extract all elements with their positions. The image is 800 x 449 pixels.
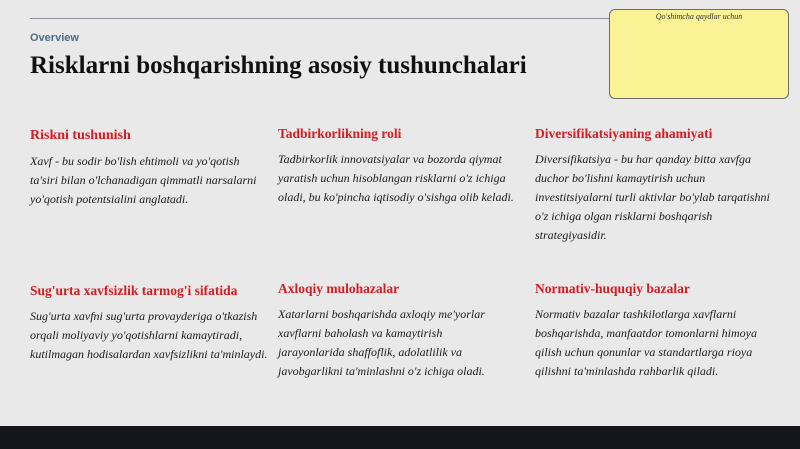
section-risk-understanding <box>30 128 260 209</box>
section-body: Normativ bazalar tashkilotlarga xavflarni boshqarishda, manfaatdor tomonlarni himoya qilish uchun qonunlar va standartlarga rioya qilishni ta'minlashda rahbarlik qiladi. <box>535 307 758 378</box>
section-entrepreneurship-role <box>278 126 518 207</box>
sticky-note[interactable] <box>609 9 789 99</box>
section-regulatory <box>535 281 770 381</box>
section-body: Xavf - bu sodir bo'lish ehtimoli va yo'qotish ta'siri bilan o'lchanadigan qimmatli narsalarni yo'qotish potentsialini anglatadi. <box>30 154 257 206</box>
bottom-bar <box>0 426 800 449</box>
section-title: Tadbirkorlikning roli <box>278 126 402 141</box>
section-body: Sug'urta xavfni sug'urta provayderiga o'tkazish orqali moliyaviy yo'qotishlarni kamaytiradi, kutilmagan hodisalardan xavfsizlikni ta'minlaydi. <box>30 309 268 361</box>
section-insurance <box>30 283 275 364</box>
section-ethics <box>278 281 508 381</box>
section-label: Overview <box>30 32 79 44</box>
section-diversification <box>535 126 770 245</box>
section-body: Tadbirkorlik innovatsiyalar va bozorda qiymat yaratish uchun hisoblangan risklarni o'z ichiga oladi, bu ko'pincha iqtisodiy o'sishga olib keladi. <box>278 152 514 204</box>
header-divider <box>30 18 615 19</box>
section-title: Sug'urta xavfsizlik tarmog'i sifatida <box>30 283 238 298</box>
section-title: Normativ-huquqiy bazalar <box>535 281 690 296</box>
sticky-note-text: Qo'shimcha qaydlar uchun <box>655 12 743 21</box>
section-title: Diversifikatsiyaning ahamiyati <box>535 126 713 141</box>
section-body: Xatarlarni boshqarishda axloqiy me'yorlar xavflarni baholash va kamaytirish jarayonlarida shaffoflik, adolatlilik va javobgarlikni ta'minlashni o'z ichiga oladi. <box>278 307 485 378</box>
section-body: Diversifikatsiya - bu har qanday bitta xavfga duchor bo'lishni kamaytirish uchun investitsiyalarni turli aktivlar bo'ylab tarqatishni o'z ichiga olgan risklarni boshqarish strategiyasidir. <box>535 152 770 242</box>
section-title: Riskni tushunish <box>30 128 131 143</box>
section-title: Axloqiy mulohazalar <box>278 281 400 296</box>
page-title: Risklarni boshqarishning asosiy tushunchalari <box>30 52 527 79</box>
